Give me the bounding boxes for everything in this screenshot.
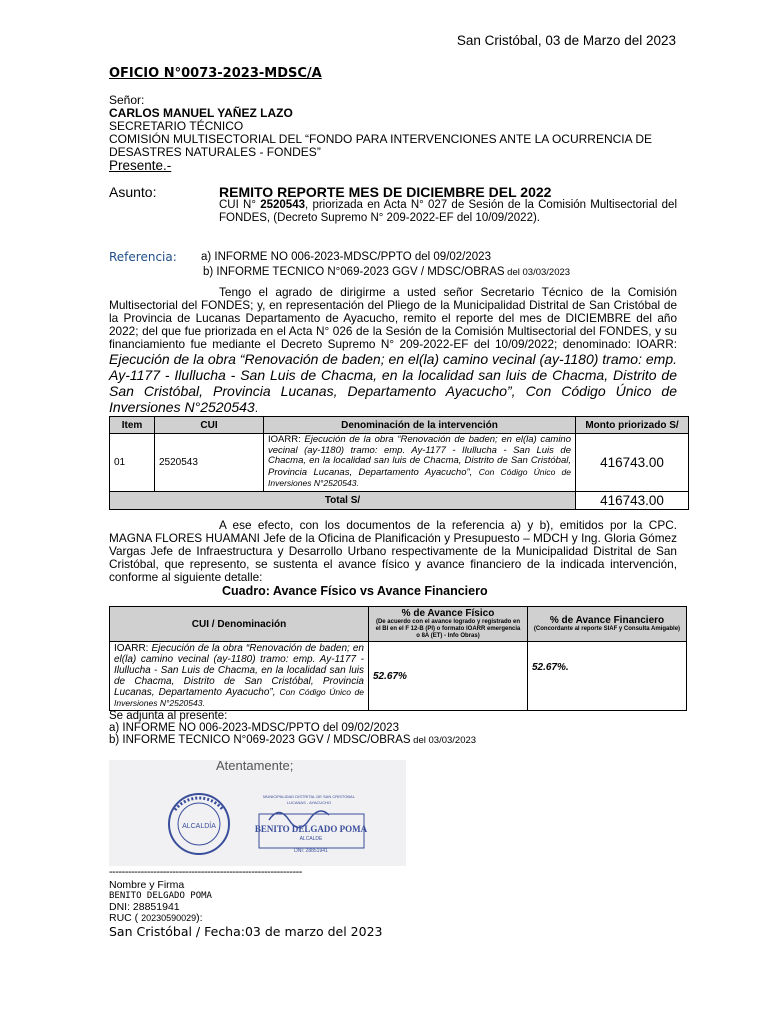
body-paragraph-2 xyxy=(109,519,677,584)
stamp-title: ALCALDE xyxy=(299,836,323,842)
desc-tail: Con Código Único de Inversiones N°2520543. xyxy=(268,466,571,488)
progress-table xyxy=(109,606,687,711)
desc-prefix: IOARR: xyxy=(114,643,152,654)
stamp-dni: DNI: 28851941 xyxy=(294,848,328,854)
referencia-b-date: del 03/03/2023 xyxy=(504,267,571,278)
th-item: Item xyxy=(110,417,155,434)
cui-number: 2520543 xyxy=(260,199,305,211)
cui-prefix: CUI N° xyxy=(219,199,261,211)
cuadro-title: Cuadro: Avance Físico vs Avance Financiero xyxy=(222,584,488,598)
seal-alcaldia: ALCALDÍA xyxy=(182,823,216,830)
cell-denominacion xyxy=(264,434,576,492)
th-cui: CUI xyxy=(155,417,264,434)
closing-date: San Cristóbal / Fecha:03 de marzo del 2023 xyxy=(109,924,383,939)
th-monto: Monto priorizado S/ xyxy=(576,417,689,434)
signature-label: Nombre y Firma xyxy=(109,879,185,891)
th-avance-financiero xyxy=(528,607,687,642)
presente: Presente.- xyxy=(109,158,172,173)
table-row xyxy=(110,642,687,711)
atentamente: Atentamente; xyxy=(216,758,294,773)
h-fisico-sub: (De acuerdo con el avance logrado y registrado en el BI en el F 12-B (PI) o formato IOARR emergencia o 8A (ET) - Info Obras) xyxy=(375,619,521,639)
ruc-suffix: ): xyxy=(196,912,203,924)
body1-text: Tengo el agrado de dirigirme a usted señor Secretario Técnico de la Comisión Multisectorial del FONDES; y, en representación del Pliego de la Municipalidad Distrital de San Cristóbal de la Provincia de Lucanas Departamento de Ayacucho, remito el reporte del mes de DICIEMBRE del año 2022; del que fue priorizada en el Acta N° 026 de la Sesión de la Comisión Multisectorial del FONDES, y su financiamiento fue mediante el Decreto Supremo N° 209-2022-EF del 10/09/2022; denominado: IOARR: xyxy=(109,285,677,351)
ruc-number: 20230590029 xyxy=(141,913,197,923)
referencia-label: Referencia: xyxy=(109,250,177,264)
attachments-label: Se adjunta al presente: xyxy=(109,710,228,722)
th-avance-fisico xyxy=(369,607,528,642)
cell-cui: 2520543 xyxy=(155,434,264,492)
attachment-b-main: b) INFORME TECNICO N°069-2023 GGV / MDSC/OBRAS xyxy=(109,734,411,746)
signature-block xyxy=(109,880,212,924)
signer-name: BENITO DELGADO POMA xyxy=(109,891,212,901)
referencia-b xyxy=(203,266,570,278)
stamp-sub: LUCANAS - AYACUCHO xyxy=(286,800,332,805)
desc-tail: Con Código Único de Inversiones N°2520543. xyxy=(114,687,364,708)
attachment-b xyxy=(109,734,476,747)
signer-ruc xyxy=(109,913,212,924)
h-fisico: % de Avance Físico xyxy=(401,608,495,619)
body-paragraph-1 xyxy=(109,286,677,415)
stamp-name: BENITO DELGADO POMA xyxy=(254,824,368,834)
cell-monto: 416743.00 xyxy=(576,434,689,492)
signer-dni: DNI: 28851941 xyxy=(109,901,180,913)
ruc-prefix: RUC ( xyxy=(109,912,142,924)
body1-end: . xyxy=(254,401,258,415)
desc-prefix: IOARR: xyxy=(268,434,305,445)
asunto-title: REMITO REPORTE MES DE DICIEMBRE DEL 2022 xyxy=(219,184,552,200)
desc-italic: Ejecución de la obra “Renovación de baden; en el(la) camino vecinal (ay-1180) tramo: emp. Ay-1177 - Ilullucha - San Luis de Chacma, en la localidad san luis de Chacma, Distrito de San Cristóbal, Provincia Lucanas, Departamento Ayacucho”, xyxy=(114,643,364,698)
attachment-b-date: del 03/03/2023 xyxy=(410,735,477,746)
total-label: Total S/ xyxy=(110,491,576,509)
attachments xyxy=(109,710,476,747)
cell-item: 01 xyxy=(110,434,155,492)
letter-date: San Cristóbal, 03 de Marzo del 2023 xyxy=(456,33,676,48)
body1-italic: Ejecución de la obra “Renovación de baden; en el(la) camino vecinal (ay-1180) tramo: emp. Ay-1177 - Ilullucha - San Luis de Chacma, en la localidad san luis de Chacma, Distrito de San Cristóbal, Provincia Lucanas, Departamento Ayacucho”, Con Código Único de Inversiones N°2520543 xyxy=(109,351,677,415)
asunto-rest: , priorizada en Acta N° 027 de Sesión de la Comisión Multisectorial del FONDES, (Decreto Supremo N° 209-2022-EF del 10/09/2022). xyxy=(219,199,677,224)
recipient-position: SECRETARIO TÉCNICO xyxy=(109,119,244,133)
cell-avance-fisico: 52.67% xyxy=(369,642,528,711)
cell-avance-financiero: 52.67%. xyxy=(528,642,687,711)
cell-denominacion xyxy=(110,642,369,711)
h-financiero: % de Avance Financiero xyxy=(549,615,665,626)
attachment-a: a) INFORME NO 006-2023-MDSC/PPTO del 09/02/2023 xyxy=(109,722,399,734)
recipient-commission: COMISIÓN MULTISECTORIAL DEL “FONDO PARA INTERVENCIONES ANTE LA OCURRENCIA DE DESASTRES NATURALES - FONDES” xyxy=(109,132,652,159)
priority-table xyxy=(109,416,689,510)
referencia-a: a) INFORME NO 006-2023-MDSC/PPTO del 09/02/2023 xyxy=(201,251,491,263)
recipient-block xyxy=(109,94,689,172)
oficio-number: OFICIO N°0073-2023-MDSC/A xyxy=(109,66,322,81)
total-amount: 416743.00 xyxy=(576,491,689,509)
official-seal-icon xyxy=(109,760,406,866)
desc-italic: Ejecución de la obra “Renovación de baden; en el(la) camino vecinal (ay-1180) tramo: emp. Ay-1177 - Ilullucha - San Luis de Chacma, en la localidad san luis de Chacma, Distrito de San Cristóbal, Provincia Lucanas, Departamento Ayacucho”, xyxy=(268,434,572,478)
recipient-name: CARLOS MANUEL YAÑEZ LAZO xyxy=(109,106,293,120)
salutation: Señor: xyxy=(109,93,145,107)
body2-text: A ese efecto, con los documentos de la referencia a) y b), emitidos por la CPC. MAGNA FLORES HUAMANI Jefe de la Oficina de Planificación y Presupuesto – MDCH y Ing. Gloria Gómez Vargas Jefe de Infraestructura y Desarrollo Urbano respectivamente de la Municipalidad Distrital de San Cristóbal, que represento, se sustenta el avance físico y avance financiero de la indicada intervención, conforme al siguiente detalle: xyxy=(109,518,677,584)
stamp-header: MUNICIPALIDAD DISTRITAL DE SAN CRISTOBAL xyxy=(263,794,355,799)
th-denominacion: Denominación de la intervención xyxy=(264,417,576,434)
th-cui-denominacion: CUI / Denominación xyxy=(110,607,369,642)
table-row xyxy=(110,434,689,492)
h-financiero-sub: (Concordante al reporte SIAF y Consulta Amigable) xyxy=(533,626,681,632)
signature-line: ------------------------------------------------------------- xyxy=(109,866,302,878)
asunto-label: Asunto: xyxy=(109,184,157,200)
asunto-detail xyxy=(219,199,677,224)
signature-stamp-image xyxy=(109,760,406,866)
referencia-b-main: b) INFORME TECNICO N°069-2023 GGV / MDSC/OBRAS xyxy=(203,266,505,278)
